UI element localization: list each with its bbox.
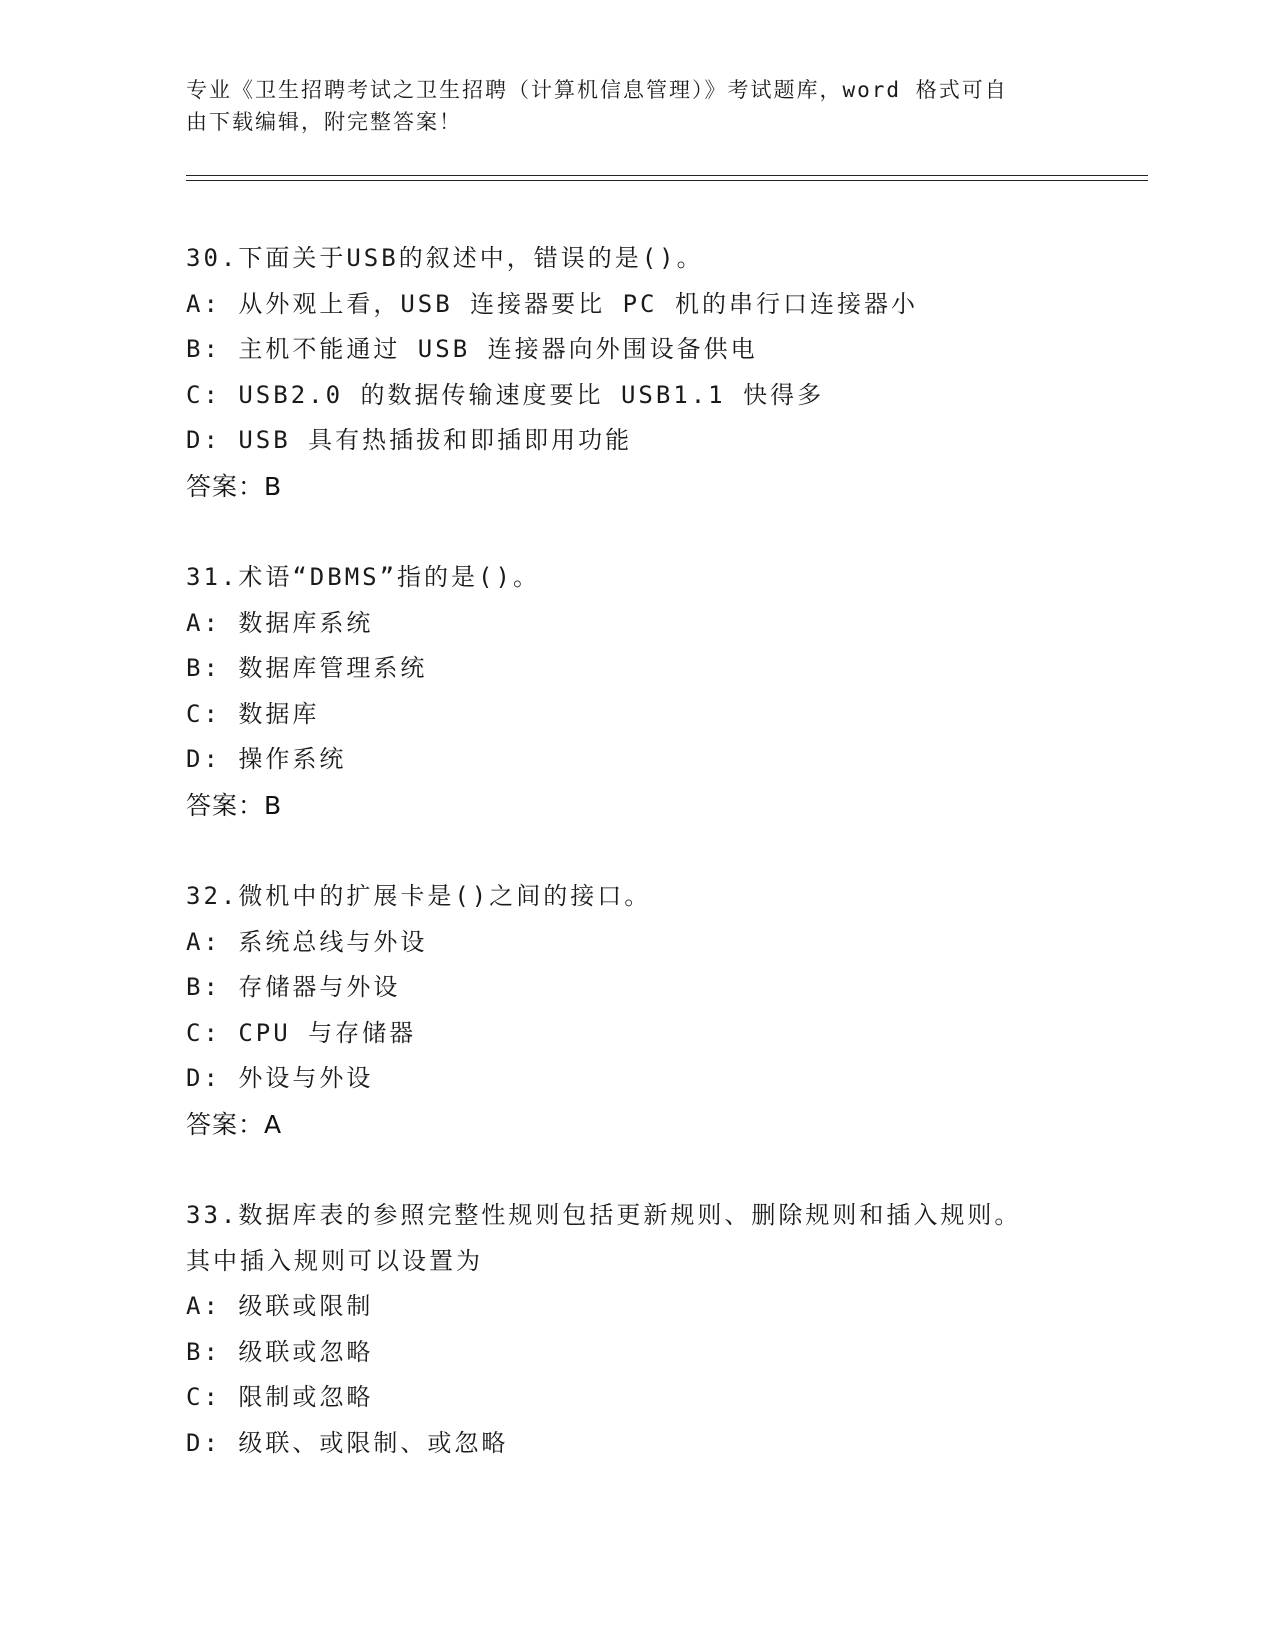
option-a: A: 系统总线与外设 [186,927,428,956]
header-divider-bottom [186,180,1148,181]
option-d: D: 级联、或限制、或忽略 [186,1428,509,1457]
answer-line: 答案：B [186,790,283,820]
option-b: B: 主机不能通过 USB 连接器向外围设备供电 [186,335,758,363]
header-line-2: 由下载编辑，附完整答案！ [186,110,462,134]
option-d: D: 操作系统 [186,745,347,773]
header-divider-top [186,175,1148,176]
answer-line: 答案：A [186,1109,283,1139]
option-d: D: 外设与外设 [186,1064,374,1092]
question-31 [186,555,1146,828]
question-stem: 30.下面关于USB的叙述中，错误的是()。 [186,244,704,272]
header-line-1: 专业《卫生招聘考试之卫生招聘（计算机信息管理）》考试题库，word 格式可自 [186,78,1008,102]
question-stem: 32.微机中的扩展卡是()之间的接口。 [186,882,652,910]
option-a: A: 级联或限制 [186,1292,374,1320]
option-c: C: 限制或忽略 [186,1383,374,1411]
answer-line: 答案：B [186,471,283,501]
option-d: D: USB 具有热插拔和即插即用功能 [186,426,633,454]
option-c: C: CPU 与存储器 [186,1018,417,1047]
question-30 [186,236,1146,509]
option-b: B: 存储器与外设 [186,973,401,1001]
question-stem-line-1: 33.数据库表的参照完整性规则包括更新规则、删除规则和插入规则。 [186,1201,1022,1229]
option-a: A: 数据库系统 [186,608,374,637]
option-c: C: 数据库 [186,699,320,728]
option-b: B: 数据库管理系统 [186,654,428,682]
question-33 [186,1193,1146,1466]
question-list [186,236,1146,1512]
option-c: C: USB2.0 的数据传输速度要比 USB1.1 快得多 [186,380,825,409]
question-32 [186,874,1146,1147]
option-b: B: 级联或忽略 [186,1337,374,1366]
document-header [186,74,1066,138]
question-stem-line-2: 其中插入规则可以设置为 [186,1246,483,1275]
question-stem: 31.术语“DBMS”指的是()。 [186,563,540,591]
option-a: A: 从外观上看，USB 连接器要比 PC 机的串行口连接器小 [186,289,918,318]
